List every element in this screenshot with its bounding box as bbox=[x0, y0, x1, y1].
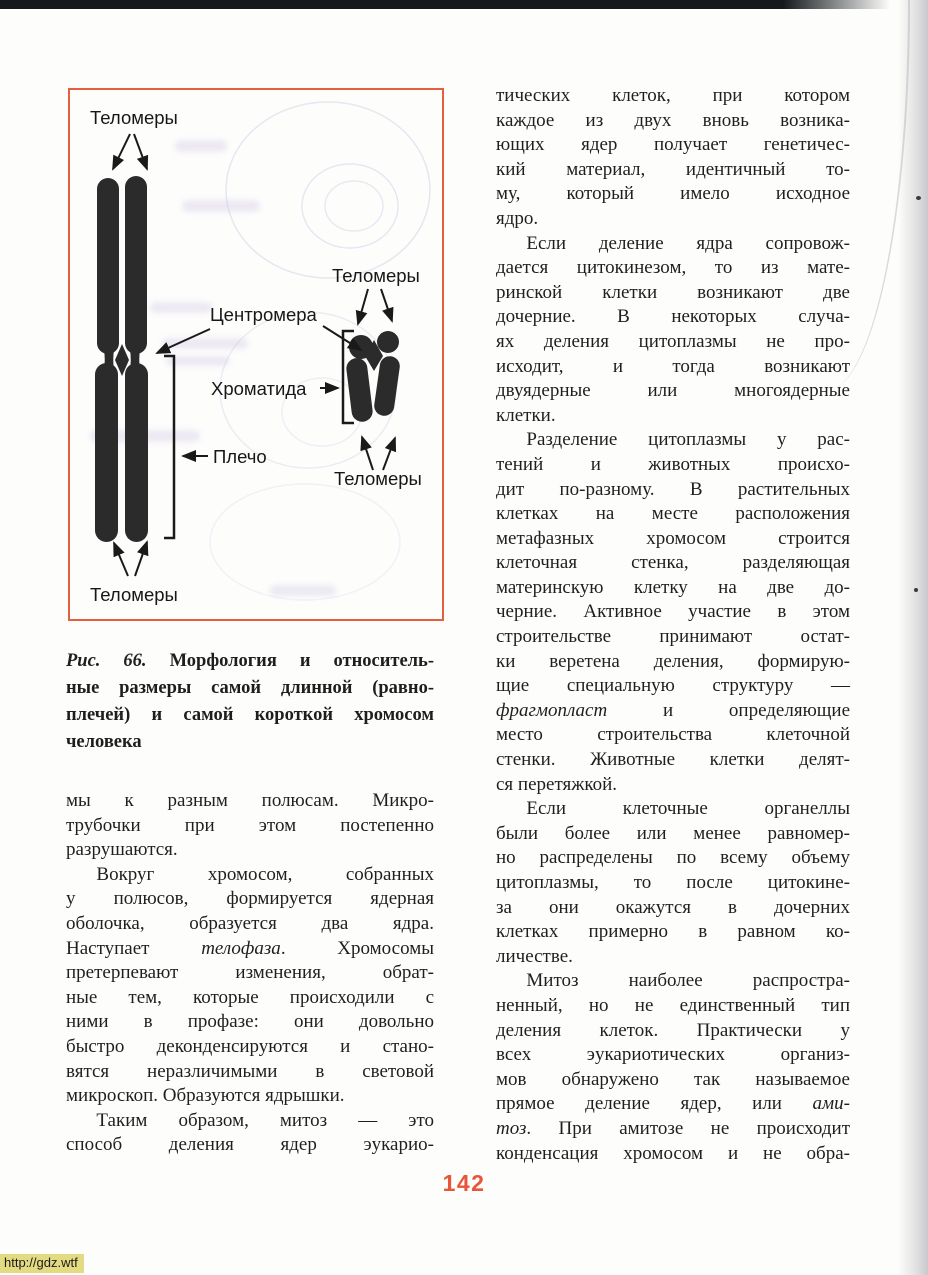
paragraph bbox=[496, 428, 850, 797]
watermark-url: http://gdz.wtf bbox=[0, 1254, 84, 1273]
text-line: ринской клетки возникают две bbox=[496, 281, 850, 303]
text-line: у полюсов, формируется ядерная bbox=[66, 888, 434, 910]
text-line: ные тем, которые происходили с bbox=[66, 986, 434, 1008]
telomeres-label-right-top: Теломеры bbox=[332, 265, 420, 286]
arm-bracket bbox=[164, 356, 174, 538]
text-line: Митоз наиболее распростра- bbox=[526, 970, 850, 992]
text-line: деления клеток. Практически у bbox=[496, 1019, 850, 1041]
text-line: всех эукариотических организ- bbox=[496, 1044, 850, 1066]
text-line: тических клеток, при котором bbox=[496, 85, 850, 106]
text-line: каждое из двух вновь возника- bbox=[496, 109, 850, 131]
text-line: Разделение цитоплазмы у рас- bbox=[526, 429, 850, 451]
page-number: 142 bbox=[442, 1170, 486, 1196]
text-line: способ деления ядер эукарио- bbox=[66, 1134, 434, 1156]
text-line: быстро деконденсируются и стано- bbox=[66, 1035, 434, 1057]
text-line: ненный, но не единственный тип bbox=[496, 994, 850, 1016]
text-line: ядро. bbox=[496, 207, 539, 229]
large-chromosome bbox=[95, 176, 148, 542]
text-line: ющих ядер получает генетичес- bbox=[496, 134, 850, 156]
text-line: дается цитокинезом, то из мате- bbox=[496, 257, 850, 279]
text-line: прямое деление ядер, или ами- bbox=[496, 1093, 850, 1115]
text-line: Если деление ядра сопровож- bbox=[526, 232, 850, 254]
text-line: вятся неразличимыми в световой bbox=[66, 1060, 434, 1082]
text-line: Вокруг хромосом, собранных bbox=[96, 863, 434, 885]
paragraph bbox=[496, 797, 850, 969]
text-line: му, который имело исходное bbox=[496, 183, 850, 205]
paragraph bbox=[66, 1109, 434, 1158]
centromere-label: Центромера bbox=[210, 304, 317, 325]
page-edge-shadow bbox=[898, 0, 928, 1275]
text-line: оболочка, образуется два ядра. bbox=[66, 912, 434, 934]
text-line: Таким образом, митоз — это bbox=[96, 1109, 434, 1131]
text-line: двуядерные или многоядерные bbox=[496, 380, 850, 402]
text-line: тоз. При амитозе не происходит bbox=[496, 1117, 850, 1139]
text-line: претерпевают изменения, обрат- bbox=[66, 962, 434, 984]
text-line: плечей) и самой короткой хромосом bbox=[66, 705, 434, 725]
text-line: Наступает телофаза. Хромосомы bbox=[66, 937, 434, 959]
text-line: щие специальную структуру — bbox=[496, 675, 850, 697]
scan-top-edge bbox=[0, 0, 890, 9]
text-line: место строительства клеточной bbox=[496, 724, 850, 746]
scan-speck bbox=[916, 196, 921, 200]
figure-box bbox=[68, 88, 444, 621]
text-line: ях деления цитоплазмы не про- bbox=[496, 330, 850, 352]
text-line: Рис. 66. Морфология и относитель- bbox=[66, 651, 434, 671]
paragraph bbox=[496, 969, 850, 1166]
text-line: исходит, и тогда возникают bbox=[496, 355, 850, 377]
text-line: разрушаются. bbox=[66, 839, 178, 861]
paragraph bbox=[66, 789, 434, 863]
text-line: ними в профазе: они довольно bbox=[66, 1011, 434, 1033]
text-line: ные размеры самой длинной (равно- bbox=[66, 678, 434, 698]
text-line: были более или менее равномер- bbox=[496, 822, 850, 844]
text-line: фрагмопласт и определяющие bbox=[496, 699, 850, 721]
text-line: клетках на месте расположения bbox=[496, 503, 850, 525]
paragraph bbox=[496, 84, 850, 232]
text-line: дочерние. В некоторых случа- bbox=[496, 306, 850, 328]
arm-label: Плечо bbox=[213, 446, 267, 467]
text-line: дит по-разному. В растительных bbox=[496, 478, 850, 500]
text-line: но распределены по всему объему bbox=[496, 847, 850, 869]
text-line: клеточная стенка, разделяющая bbox=[496, 552, 850, 574]
right-column-text bbox=[496, 84, 850, 1166]
text-line: клетках примерно в равном ко- bbox=[496, 921, 850, 943]
text-line: материнскую клетку на две до- bbox=[496, 576, 850, 598]
paragraph bbox=[66, 863, 434, 1109]
text-line: трубочки при этом постепенно bbox=[66, 814, 434, 836]
text-line: микроскоп. Образуются ядрышки. bbox=[66, 1085, 345, 1107]
text-line: метафазных хромосом строится bbox=[496, 527, 850, 549]
telomeres-label-bottom-left: Теломеры bbox=[90, 584, 178, 605]
text-line: мы к разным полюсам. Микро- bbox=[66, 790, 434, 811]
text-line: кий материал, идентичный то- bbox=[496, 158, 850, 180]
text-line: цитоплазмы, то после цитокине- bbox=[496, 872, 850, 893]
text-line: черние. Активное участие в этом bbox=[496, 601, 850, 623]
text-line: ки веретена деления, формирую- bbox=[496, 650, 850, 672]
figure-caption bbox=[66, 648, 434, 756]
text-line: мов обнаружено так называемое bbox=[496, 1068, 850, 1090]
text-line: тений и животных происхо- bbox=[496, 453, 850, 475]
telomeres-label-top-left: Теломеры bbox=[90, 107, 178, 128]
text-line: личестве. bbox=[496, 945, 573, 967]
paragraph bbox=[66, 648, 434, 756]
text-line: человека bbox=[66, 732, 142, 752]
paragraph bbox=[496, 232, 850, 429]
text-line: стенки. Животные клетки делят- bbox=[496, 749, 850, 771]
left-column-text bbox=[66, 789, 434, 1158]
text-line: строительстве принимают остат- bbox=[496, 626, 850, 648]
text-line: Если клеточные органеллы bbox=[526, 798, 850, 820]
chromatid-label: Хроматида bbox=[211, 378, 307, 399]
telomeres-label-bottom-right: Теломеры bbox=[334, 468, 422, 489]
scan-speck bbox=[914, 588, 918, 592]
bleedthrough-cell-ghosts bbox=[210, 102, 430, 600]
text-line: за они окажутся в дочерних bbox=[496, 896, 850, 918]
chromosome-figure bbox=[70, 90, 442, 619]
text-line: конденсация хромосом и не обра- bbox=[496, 1142, 850, 1164]
text-line: клетки. bbox=[496, 404, 556, 426]
text-line: ся перетяжкой. bbox=[496, 773, 618, 795]
